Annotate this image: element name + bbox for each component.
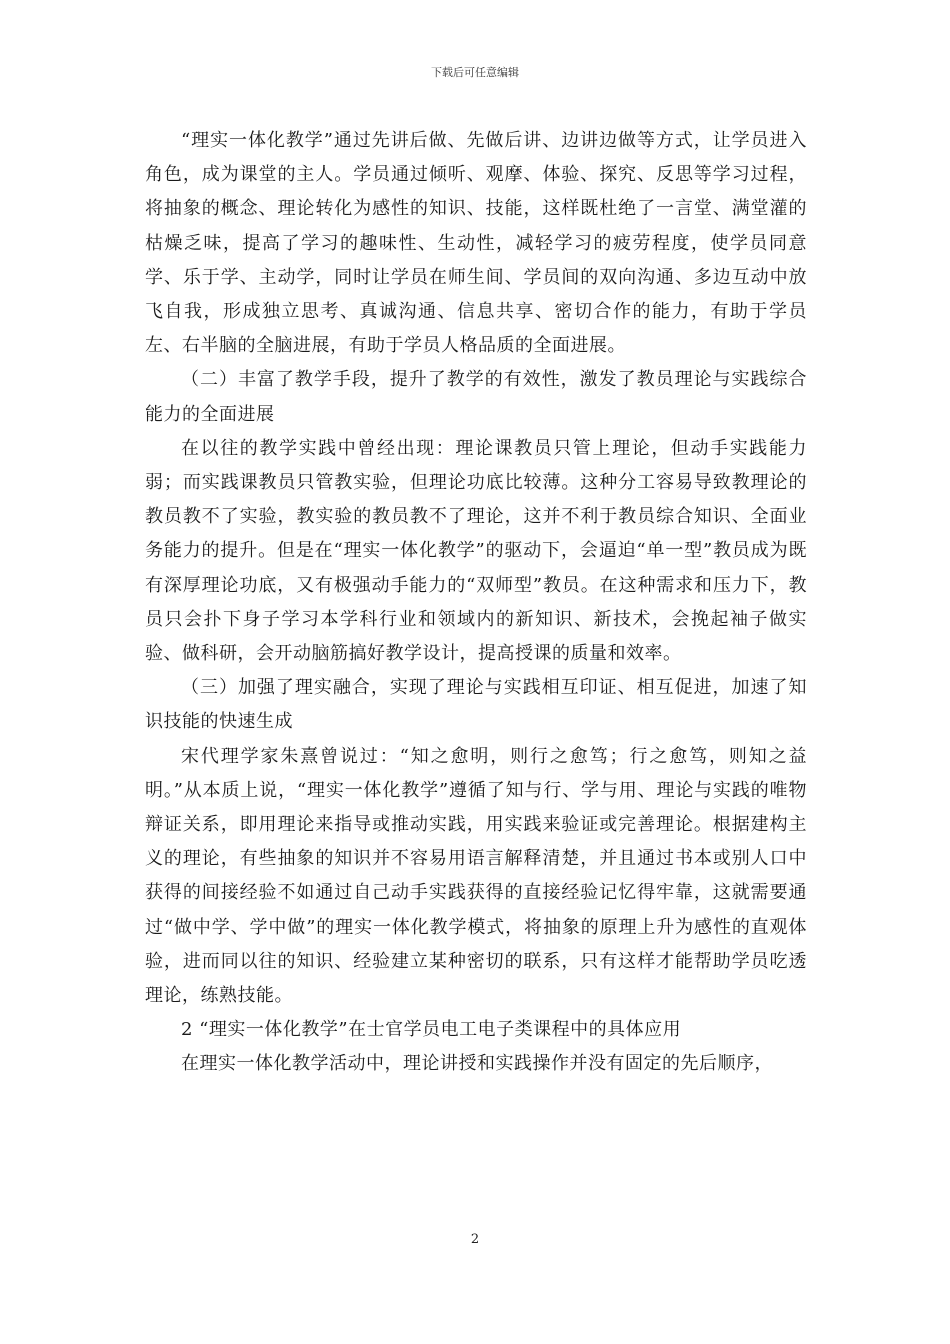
page-number: 2 [470, 1232, 480, 1247]
paragraph-1: “理实一体化教学”通过先讲后做、先做后讲、边讲边做等方式，让学员进入角色，成为课堂的主人。学员通过倾听、观摩、体验、探究、反思等学习过程，将抽象的概念、理论转化为感性的知识、技能，这样既杜绝了一言堂、满堂灌的枯燥乏味，提高了学习的趣味性、生动性，减轻学习的疲劳程度，使学员同意学、乐于学、主动学，同时让学员在师生间、学员间的双向沟通、多边互动中放飞自我，形成独立思考、真诚沟通、信息共享、密切合作的能力，有助于学员左、右半脑的全脑进展，有助于学员人格品质的全面进展。 [145, 130, 807, 357]
paragraph-2: 在以往的教学实践中曾经出现：理论课教员只管上理论，但动手实践能力弱；而实践课教员只管教实验，但理论功底比较薄。这种分工容易导致教理论的教员教不了实验，教实验的教员教不了理论，这并不利于教员综合知识、全面业务能力的提升。但是在“理实一体化教学”的驱动下，会逼迫“单一型”教员成为既有深厚理论功底，又有极强动手能力的“双师型”教员。在这种需求和压力下，教员只会扑下身子学习本学科行业和领域内的新知识、新技术，会挽起袖子做实验、做科研，会开动脑筋搞好教学设计，提高授课的质量和效率。 [145, 437, 807, 665]
paragraph-3: 宋代理学家朱熹曾说过：“知之愈明，则行之愈笃；行之愈笃，则知之益明。”从本质上说，“理实一体化教学”遵循了知与行、学与用、理论与实践的唯物辩证关系，即用理论来指导或推动实践，用实践来验证或完善理论。根据建构主义的理论，有些抽象的知识并不容易用语言解释清楚，并且通过书本或别人口中获得的间接经验不如通过自己动手实践获得的直接经验记忆得牢靠，这就需要通过“做中学、学中做”的理实一体化教学模式，将抽象的原理上升为感性的直观体验，进而同以往的知识、经验建立某种密切的联系，只有这样才能帮助学员吃透理论，练熟技能。 [145, 745, 807, 1007]
section-heading-main-2: 2 “理实一体化教学”在士官学员电工电子类课程中的具体应用 [181, 1019, 682, 1041]
section-heading-3: （三）加强了理实融合，实现了理论与实践相互印证、相互促进，加速了知识技能的快速生成 [145, 677, 807, 733]
page-header: 下载后可任意编辑 [431, 66, 519, 79]
section-heading-2: （二）丰富了教学手段，提升了教学的有效性，激发了教员理论与实践综合能力的全面进展 [145, 369, 807, 425]
document-body [145, 124, 807, 1082]
paragraph-4: 在理实一体化教学活动中，理论讲授和实践操作并没有固定的先后顺序， [181, 1053, 773, 1075]
